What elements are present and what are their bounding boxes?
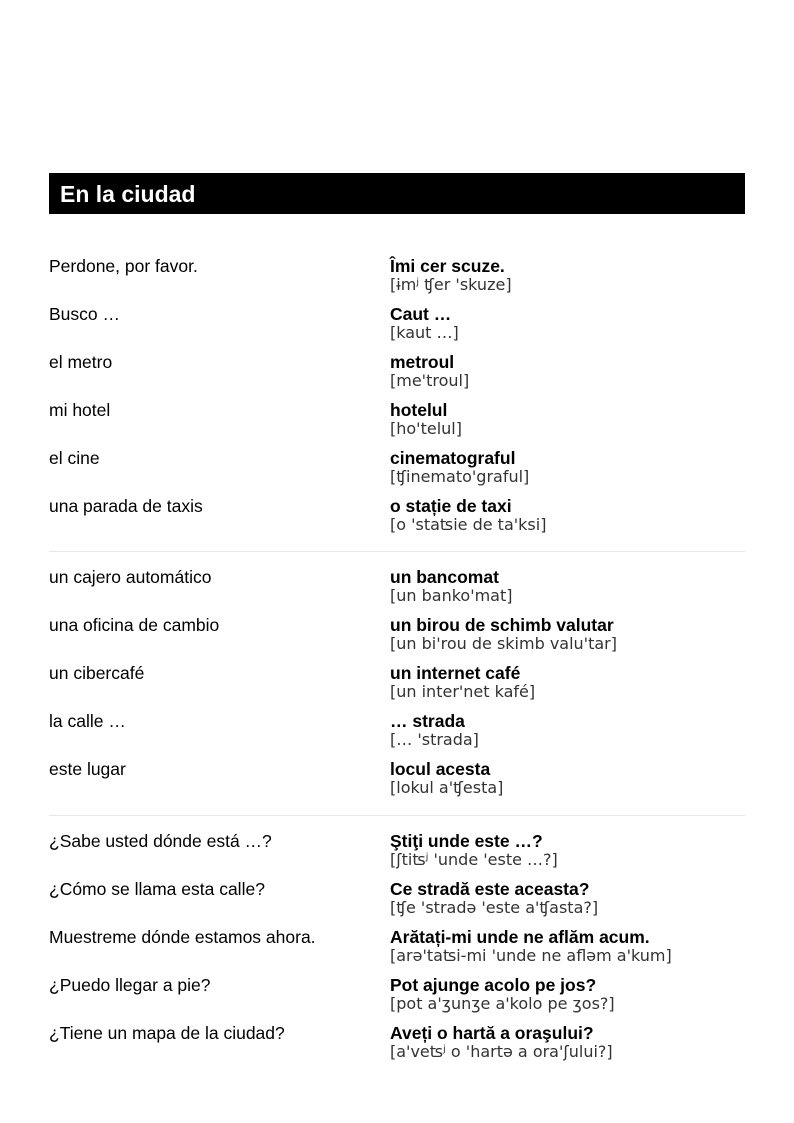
group-divider (49, 551, 745, 552)
romanian-phrase: hotelul (390, 400, 448, 420)
phrase-group-2 (49, 567, 745, 807)
romanian-phrase: o stație de taxi (390, 496, 512, 516)
romanian-phrase: un bancomat (390, 567, 499, 587)
pronunciation: [ho'telul] (390, 419, 462, 438)
romanian-phrase: … strada (390, 711, 465, 731)
pronunciation: [me'troul] (390, 371, 470, 390)
pronunciation: [ɨmʲ ʧer 'skuze] (390, 275, 512, 294)
section-title: En la ciudad (60, 181, 196, 207)
pronunciation: [… 'strada] (390, 730, 479, 749)
phrase-row (49, 496, 745, 544)
phrase-row (49, 567, 745, 615)
pronunciation: [arə'taʦi-mi 'unde ne afləm a'kum] (390, 946, 672, 965)
romanian-phrase: Caut … (390, 304, 452, 324)
phrase-row (49, 759, 745, 807)
spanish-phrase: ¿Puedo llegar a pie? (49, 975, 211, 995)
spanish-phrase: mi hotel (49, 400, 111, 420)
spanish-phrase: ¿Tiene un mapa de la ciudad? (49, 1023, 285, 1043)
phrase-row (49, 615, 745, 663)
spanish-phrase: el metro (49, 352, 113, 372)
romanian-phrase: Pot ajunge acolo pe jos? (390, 975, 597, 995)
spanish-phrase: una parada de taxis (49, 496, 203, 516)
phrase-row (49, 352, 745, 400)
pronunciation: [kaut …] (390, 323, 459, 342)
romanian-phrase: Arătați-mi unde ne aflăm acum. (390, 927, 650, 947)
phrase-group-3 (49, 831, 745, 1071)
spanish-phrase: Busco … (49, 304, 120, 324)
romanian-phrase: Ştiţi unde este …? (390, 831, 543, 851)
romanian-phrase: locul acesta (390, 759, 491, 779)
phrase-row (49, 663, 745, 711)
romanian-phrase: Ce stradă este aceasta? (390, 879, 590, 899)
spanish-phrase: un cibercafé (49, 663, 145, 683)
spanish-phrase: un cajero automático (49, 567, 212, 587)
pronunciation: [un banko'mat] (390, 586, 513, 605)
phrase-row (49, 879, 745, 927)
pronunciation: [lokul a'ʧesta] (390, 778, 504, 797)
phrase-row (49, 1023, 745, 1071)
section-header (49, 173, 745, 214)
spanish-phrase: el cine (49, 448, 100, 468)
phrase-row (49, 831, 745, 879)
pronunciation: [o 'staʦie de ta'ksi] (390, 515, 547, 534)
spanish-phrase: la calle … (49, 711, 126, 731)
phrase-row (49, 448, 745, 496)
romanian-phrase: Aveți o hartă a oraşului? (390, 1023, 594, 1043)
phrase-row (49, 304, 745, 352)
spanish-phrase: este lugar (49, 759, 126, 779)
group-divider (49, 815, 745, 816)
pronunciation: [ʧinemato'graful] (390, 467, 530, 486)
pronunciation: [un bi'rou de skimb valu'tar] (390, 634, 617, 653)
spanish-phrase: una oficina de cambio (49, 615, 220, 635)
spanish-phrase: Muestreme dónde estamos ahora. (49, 927, 316, 947)
pronunciation: [pot a'ʒunʒe a'kolo pe ʒos?] (390, 994, 615, 1013)
phrase-group-1 (49, 256, 745, 544)
romanian-phrase: un internet café (390, 663, 521, 683)
pronunciation: [ʧe 'stradə 'este a'ʧasta?] (390, 898, 599, 917)
phrase-row (49, 711, 745, 759)
spanish-phrase: ¿Sabe usted dónde está …? (49, 831, 272, 851)
spanish-phrase: Perdone, por favor. (49, 256, 198, 276)
romanian-phrase: metroul (390, 352, 455, 372)
phrase-row (49, 927, 745, 975)
pronunciation: [ʃtiʦʲ 'unde 'este …?] (390, 850, 558, 869)
romanian-phrase: un birou de schimb valutar (390, 615, 614, 635)
phrase-row (49, 975, 745, 1023)
phrase-row (49, 256, 745, 304)
romanian-phrase: Îmi cer scuze. (390, 256, 505, 276)
spanish-phrase: ¿Cómo se llama esta calle? (49, 879, 265, 899)
pronunciation: [un inter'net kafé] (390, 682, 536, 701)
romanian-phrase: cinematograful (390, 448, 516, 468)
pronunciation: [a'veʦʲ o 'hartə a ora'ʃului?] (390, 1042, 613, 1061)
phrase-row (49, 400, 745, 448)
